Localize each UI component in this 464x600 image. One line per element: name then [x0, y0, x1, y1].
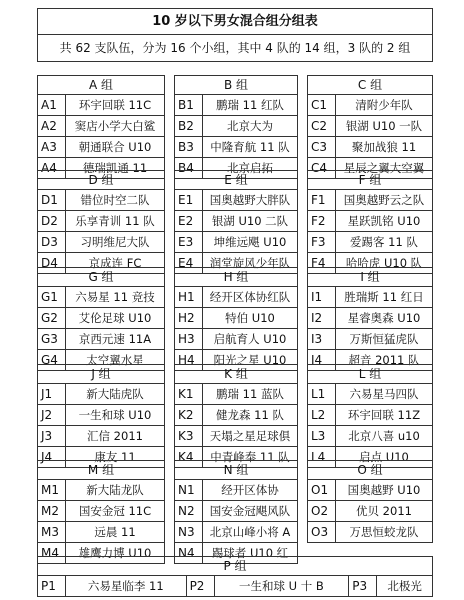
team-row: [175, 95, 298, 116]
group-name: P 组: [38, 557, 433, 576]
team-row: [38, 405, 165, 426]
team-code: H2: [175, 308, 203, 329]
group-name: B 组: [175, 76, 298, 95]
group-name: A 组: [38, 76, 165, 95]
team-row: [175, 137, 298, 158]
group-name: D 组: [38, 171, 165, 190]
team-row: [38, 501, 165, 522]
team-code: O1: [308, 480, 336, 501]
team-row: [38, 426, 165, 447]
team-code: M4: [38, 543, 66, 564]
team-code: F3: [308, 232, 336, 253]
team-code: L4: [308, 447, 336, 468]
team-code: D3: [38, 232, 66, 253]
team-code: N2: [175, 501, 203, 522]
team-code: D1: [38, 190, 66, 211]
team-row: [308, 232, 433, 253]
team-code: E1: [175, 190, 203, 211]
group-name: K 组: [175, 365, 298, 384]
group-table: [174, 170, 298, 274]
team-name: 特伯 U10: [203, 308, 298, 329]
team-row: [308, 480, 433, 501]
team-code: J2: [38, 405, 66, 426]
team-code: M3: [38, 522, 66, 543]
team-row: [38, 308, 165, 329]
group-name: J 组: [38, 365, 165, 384]
team-row: [38, 576, 433, 597]
team-code: N3: [175, 522, 203, 543]
team-code: H4: [175, 350, 203, 371]
team-name: 京成连 FC: [66, 253, 165, 274]
team-code: C4: [308, 158, 336, 179]
team-row: [38, 137, 165, 158]
team-code: P1: [38, 576, 66, 597]
team-name: 坤维远飓 U10: [203, 232, 298, 253]
team-name: 北京大为: [203, 116, 298, 137]
team-row: [175, 329, 298, 350]
team-name: 银湖 U10 一队: [336, 116, 433, 137]
team-name: 鹏瑞 11 红队: [203, 95, 298, 116]
group-name: G 组: [38, 268, 165, 287]
group-name: F 组: [308, 171, 433, 190]
team-name: 国奥越野云之队: [336, 190, 433, 211]
team-name: 康友 11: [66, 447, 165, 468]
team-name: 银湖 U10 二队: [203, 211, 298, 232]
group-table: [307, 170, 433, 274]
team-name: 万斯恒猛虎队: [336, 329, 433, 350]
team-code: N1: [175, 480, 203, 501]
team-code: L2: [308, 405, 336, 426]
team-code: P2: [186, 576, 214, 597]
team-name: 爱踢客 11 队: [336, 232, 433, 253]
team-code: E2: [175, 211, 203, 232]
team-code: G4: [38, 350, 66, 371]
team-code: A2: [38, 116, 66, 137]
group-name: O 组: [308, 461, 433, 480]
group-table: [307, 364, 433, 468]
team-code: A3: [38, 137, 66, 158]
team-code: O2: [308, 501, 336, 522]
group-table: [174, 267, 298, 371]
page-subtitle: 共 62 支队伍，分为 16 个小组，其中 4 队的 14 组，3 队的 2 组: [38, 35, 433, 62]
team-code: A1: [38, 95, 66, 116]
team-name: 优贝 2011: [336, 501, 433, 522]
team-row: [38, 190, 165, 211]
group-name: I 组: [308, 268, 433, 287]
team-code: K3: [175, 426, 203, 447]
team-name: 国安金冠飓风队: [203, 501, 298, 522]
team-name: 启航育人 U10: [203, 329, 298, 350]
team-name: 环宇回联 11Z: [336, 405, 433, 426]
team-code: L3: [308, 426, 336, 447]
team-name: 星辰之翼大空翼: [336, 158, 433, 179]
group-name: N 组: [175, 461, 298, 480]
team-code: I3: [308, 329, 336, 350]
team-name: 北极光: [377, 576, 433, 597]
group-name: L 组: [308, 365, 433, 384]
team-code: F1: [308, 190, 336, 211]
team-code: F4: [308, 253, 336, 274]
team-row: [308, 95, 433, 116]
team-name: 聚加战狼 11: [336, 137, 433, 158]
team-row: [308, 190, 433, 211]
team-row: [175, 426, 298, 447]
team-code: H1: [175, 287, 203, 308]
team-row: [38, 116, 165, 137]
team-name: 哈哈虎 U10 队: [336, 253, 433, 274]
team-name: 一生和球 U 十 B: [214, 576, 349, 597]
group-table: [37, 364, 165, 468]
team-name: 清附少年队: [336, 95, 433, 116]
team-name: 窦店小学大白鲨: [66, 116, 165, 137]
team-name: 中青峰奉 11 队: [203, 447, 298, 468]
team-name: 环宇回联 11C: [66, 95, 165, 116]
team-row: [38, 95, 165, 116]
team-name: 星睿奥森 U10: [336, 308, 433, 329]
team-name: 润堂旋风少年队: [203, 253, 298, 274]
team-name: 万思恒蛟龙队: [336, 522, 433, 543]
team-code: C2: [308, 116, 336, 137]
team-row: [308, 522, 433, 543]
team-row: [38, 480, 165, 501]
group-table: [37, 460, 165, 564]
team-name: 国奥越野大胖队: [203, 190, 298, 211]
team-row: [38, 211, 165, 232]
team-name: 艾伦足球 U10: [66, 308, 165, 329]
team-row: [175, 480, 298, 501]
team-row: [38, 329, 165, 350]
team-name: 中隆育航 11 队: [203, 137, 298, 158]
team-name: 汇信 2011: [66, 426, 165, 447]
team-name: 北京山峰小将 A: [203, 522, 298, 543]
team-code: C3: [308, 137, 336, 158]
team-name: 新大陆虎队: [66, 384, 165, 405]
team-code: D4: [38, 253, 66, 274]
team-row: [175, 190, 298, 211]
team-name: 健龙森 11 队: [203, 405, 298, 426]
team-code: C1: [308, 95, 336, 116]
team-row: [308, 405, 433, 426]
page-title: 10 岁以下男女混合组分组表: [38, 9, 433, 35]
team-name: 启点 U10: [336, 447, 433, 468]
team-code: M1: [38, 480, 66, 501]
team-name: 胜瑞斯 11 红日: [336, 287, 433, 308]
team-name: 经开区体协: [203, 480, 298, 501]
team-name: 国奥越野 U10: [336, 480, 433, 501]
team-name: 天塌之星足球俱: [203, 426, 298, 447]
team-row: [308, 116, 433, 137]
team-row: [175, 405, 298, 426]
group-table: [37, 556, 433, 597]
team-row: [308, 426, 433, 447]
team-name: 阳光之星 U10: [203, 350, 298, 371]
team-code: E4: [175, 253, 203, 274]
team-code: H3: [175, 329, 203, 350]
team-row: [175, 287, 298, 308]
team-name: 错位时空二队: [66, 190, 165, 211]
team-code: B4: [175, 158, 203, 179]
team-code: K4: [175, 447, 203, 468]
team-name: 德瑞凯通 11: [66, 158, 165, 179]
group-name: H 组: [175, 268, 298, 287]
team-name: 六易星马四队: [336, 384, 433, 405]
team-code: F2: [308, 211, 336, 232]
team-row: [308, 329, 433, 350]
team-name: 太空翼水星: [66, 350, 165, 371]
team-code: A4: [38, 158, 66, 179]
team-code: J1: [38, 384, 66, 405]
team-name: 经开区体协红队: [203, 287, 298, 308]
team-row: [175, 501, 298, 522]
team-name: 六易星临李 11: [66, 576, 187, 597]
group-table: [174, 460, 298, 564]
team-code: P3: [349, 576, 377, 597]
team-row: [175, 384, 298, 405]
team-row: [38, 522, 165, 543]
team-name: 远晨 11: [66, 522, 165, 543]
team-name: 一生和球 U10: [66, 405, 165, 426]
team-code: I4: [308, 350, 336, 371]
team-name: 星跃凯铭 U10: [336, 211, 433, 232]
team-name: 北京启拓: [203, 158, 298, 179]
team-name: 习明维尼大队: [66, 232, 165, 253]
team-code: K1: [175, 384, 203, 405]
group-table: [307, 267, 433, 371]
team-name: 鹏瑞 11 蓝队: [203, 384, 298, 405]
group-table: [307, 75, 433, 179]
team-name: 朝通联合 U10: [66, 137, 165, 158]
team-code: E3: [175, 232, 203, 253]
group-table: [307, 460, 433, 543]
team-code: N4: [175, 543, 203, 564]
group-table: [37, 75, 165, 179]
team-name: 六易星 11 竞技: [66, 287, 165, 308]
team-name: 北京八喜 u10: [336, 426, 433, 447]
team-code: I2: [308, 308, 336, 329]
team-name: 国安金冠 11C: [66, 501, 165, 522]
team-name: 踢球者 U10 红: [203, 543, 298, 564]
team-code: B2: [175, 116, 203, 137]
group-table: [37, 170, 165, 274]
team-code: G2: [38, 308, 66, 329]
team-code: B1: [175, 95, 203, 116]
team-row: [308, 211, 433, 232]
team-code: J3: [38, 426, 66, 447]
team-code: J4: [38, 447, 66, 468]
team-row: [38, 384, 165, 405]
team-row: [308, 384, 433, 405]
team-name: 京西元速 11A: [66, 329, 165, 350]
team-row: [175, 308, 298, 329]
group-table: [174, 75, 298, 179]
team-code: L1: [308, 384, 336, 405]
team-row: [308, 137, 433, 158]
group-name: C 组: [308, 76, 433, 95]
team-code: D2: [38, 211, 66, 232]
team-code: I1: [308, 287, 336, 308]
team-name: 超音 2011 队: [336, 350, 433, 371]
header-table: [37, 8, 433, 62]
team-row: [38, 287, 165, 308]
team-row: [175, 522, 298, 543]
team-row: [175, 211, 298, 232]
team-code: O3: [308, 522, 336, 543]
team-name: 新大陆龙队: [66, 480, 165, 501]
team-row: [175, 116, 298, 137]
team-code: M2: [38, 501, 66, 522]
team-row: [308, 308, 433, 329]
team-code: B3: [175, 137, 203, 158]
team-name: 雄鹰力博 U10: [66, 543, 165, 564]
team-code: G3: [38, 329, 66, 350]
team-row: [308, 287, 433, 308]
group-name: E 组: [175, 171, 298, 190]
team-code: K2: [175, 405, 203, 426]
team-row: [308, 501, 433, 522]
group-table: [174, 364, 298, 468]
group-table: [37, 267, 165, 371]
team-name: 乐享青训 11 队: [66, 211, 165, 232]
group-name: M 组: [38, 461, 165, 480]
team-code: G1: [38, 287, 66, 308]
team-row: [175, 232, 298, 253]
team-row: [38, 232, 165, 253]
